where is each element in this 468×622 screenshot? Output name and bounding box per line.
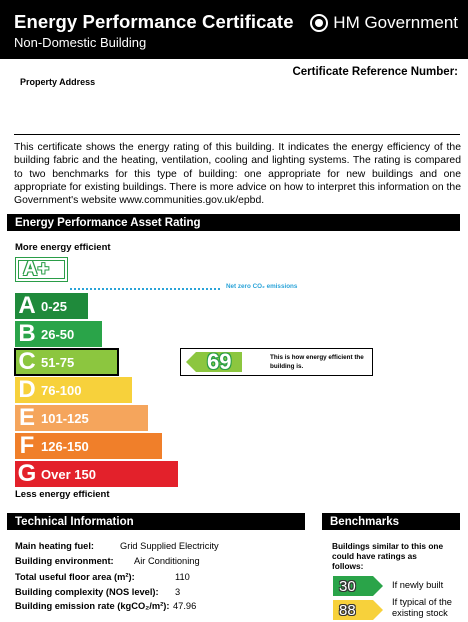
less-efficient-label: Less energy efficient [15,489,110,500]
more-efficient-label: More energy efficient [15,242,111,253]
technical-value: Air Conditioning [134,556,200,566]
rating-band-letter: F [19,432,35,459]
rating-band-letter: D [18,376,36,403]
rating-band-range: 101-125 [41,410,89,426]
intro-paragraph: This certificate shows the energy rating of this building. It indicates the energy efficiency of the building fabric and the heating, ventilation, cooling and lighting systems. The rating is compared to two benchmarks for this type of building: one appropriate for new buildings and one appropriate for existing buildings. There is more advice on how to interpret this information on the Government's website www.communities.gov.uk/epbd. [14,142,461,207]
benchmarks-intro: Buildings similar to this one could have ratings as follows: [332,541,444,571]
rating-band-letter: E [18,404,35,431]
header-banner [0,0,468,59]
rating-band-range: 126-150 [41,438,89,454]
technical-value: 47.96 [173,601,197,611]
rating-band-letter: G [17,460,37,487]
rating-band-range: 76-100 [41,382,82,398]
government-name: HM Government [333,13,458,32]
rating-band-d [15,377,132,403]
rating-band-b [15,321,102,347]
net-zero-line [70,288,220,290]
a-plus-label: A+ [18,260,65,279]
rating-band-f [15,433,162,459]
rating-band-a [15,293,88,319]
rating-band-letter: A [18,292,36,319]
benchmark-value: 30 [339,578,356,595]
rating-band-range: 26-50 [41,326,75,342]
asset-rating-heading-text: Energy Performance Asset Rating [15,216,201,229]
rating-band-letter: B [18,320,36,347]
technical-value: 3 [175,587,181,597]
rating-band-e [15,405,148,431]
divider [14,134,460,135]
property-address-label: Property Address [20,77,96,87]
government-logo [310,13,458,33]
technical-value: Grid Supplied Electricity [120,541,219,551]
asset-rating-heading [7,214,460,231]
rating-band-range: Over 150 [41,466,96,482]
benchmarks-heading-text: Benchmarks [330,515,400,528]
page-title: Energy Performance Certificate [14,11,294,32]
rating-band-letter: C [18,348,36,375]
technical-value: 110 [175,572,190,582]
rating-band-c [15,349,118,375]
technical-label: Total useful floor area (m²): [15,572,135,582]
benchmark-label: If newly built [392,580,444,590]
page-subtitle: Non-Domestic Building [14,35,147,50]
technical-label: Building environment: [15,556,114,566]
benchmark-label: If typical of the existing stock [392,597,452,618]
rating-band-g [15,461,178,487]
technical-label: Main heating fuel: [15,541,95,551]
rating-value: 69 [207,349,232,374]
technical-label: Building emission rate (kgCO₂/m²): [15,601,170,611]
certificate-reference-label: Certificate Reference Number: [292,66,458,78]
technical-info-heading [7,513,305,530]
rating-band-range: 0-25 [41,298,68,314]
royal-crest-icon [310,14,328,32]
benchmarks-heading [322,513,460,530]
rating-band-range: 51-75 [41,354,75,370]
net-zero-label: Net zero CO₂ emissions [226,283,298,290]
a-plus-band [15,257,68,282]
technical-info-heading-text: Technical Information [15,515,134,528]
technical-label: Building complexity (NOS level): [15,587,159,597]
rating-description: This is how energy efficient the building is. [270,354,364,370]
benchmark-value: 88 [339,602,356,619]
rating-indicator [180,348,373,376]
